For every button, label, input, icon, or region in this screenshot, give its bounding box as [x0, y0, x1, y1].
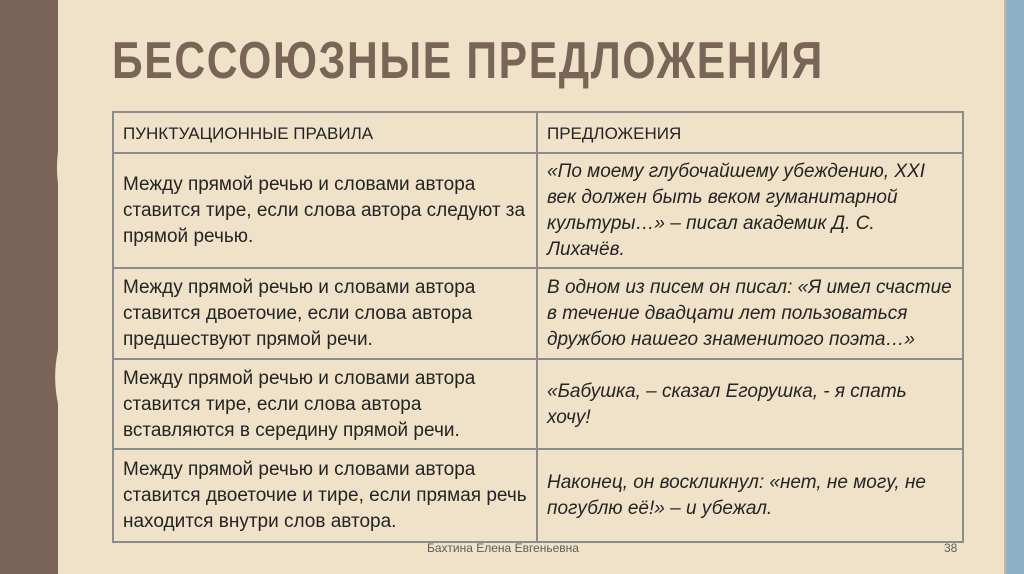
sentence-cell: «Бабушка, – сказал Егорушка, - я спать хочу!	[537, 359, 963, 449]
table-row	[113, 359, 963, 449]
punctuation-rules-table	[112, 111, 964, 543]
sentence-cell: В одном из писем он писал: «Я имел счастие в течение двадцати лет пользоваться дружбою нашего знаменитого поэта…»	[537, 268, 963, 359]
rule-cell: Между прямой речью и словами автора ставится двоеточие, если слова автора предшествуют прямой речи.	[113, 268, 537, 359]
table-row	[113, 153, 963, 268]
rule-cell: Между прямой речью и словами автора ставится тире, если слова автора вставляются в середину прямой речи.	[113, 359, 537, 449]
rules-column-header: ПУНКТУАЦИОННЫЕ ПРАВИЛА	[113, 112, 537, 153]
slide-title: БЕССОЮЗНЫЕ ПРЕДЛОЖЕНИЯ	[112, 32, 824, 90]
table-row	[113, 449, 963, 542]
rule-cell: Между прямой речью и словами автора ставится двоеточие и тире, если прямая речь находится внутри слов автора.	[113, 449, 537, 542]
rule-cell: Между прямой речью и словами автора ставится тире, если слова автора следуют за прямой речью.	[113, 153, 537, 268]
sentence-cell: Наконец, он воскликнул: «нет, не могу, не погублю её!» – и убежал.	[537, 449, 963, 542]
sentence-cell: «По моему глубочайшему убеждению, XXI век должен быть веком гуманитарной культуры…» – писал академик Д. С. Лихачёв.	[537, 153, 963, 268]
sentences-column-header: ПРЕДЛОЖЕНИЯ	[537, 112, 963, 153]
table-row	[113, 268, 963, 359]
page-number: 38	[944, 541, 958, 555]
right-accent-strip	[1004, 0, 1024, 574]
table-header-row	[113, 112, 963, 153]
footer-author: Бахтина Елена Евгеньевна	[427, 541, 579, 555]
